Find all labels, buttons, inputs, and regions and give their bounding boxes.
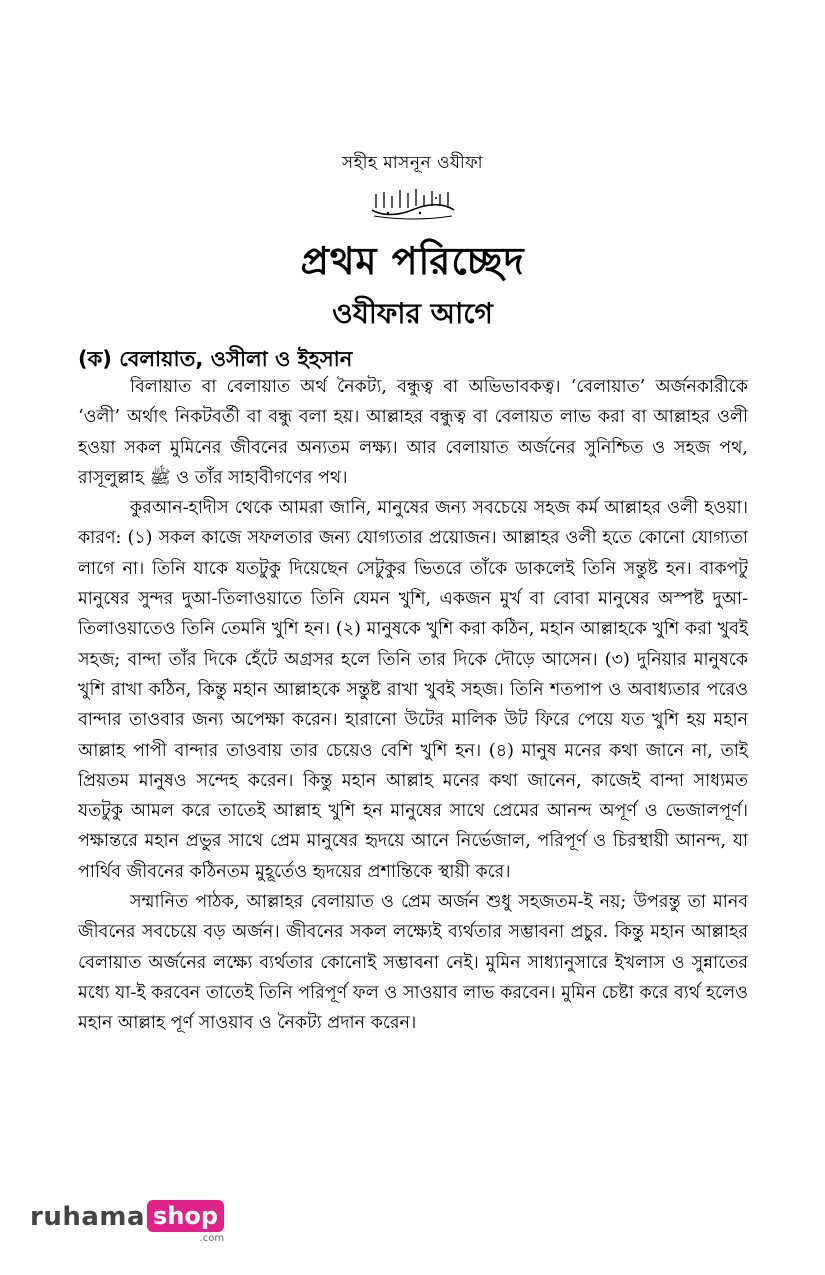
logo-brand-text: ruhama (30, 1202, 146, 1232)
paragraph-1: বিলায়াত বা বেলায়াত অর্থ নৈকট্য, বন্ধুত্ব বা অভিভাবকত্ব। ‘বেলায়াত’ অর্জনকারীকে ‘ওলী’ অর্থাৎ নিকটবর্তী বা বন্ধু বলা হয়। আল্লাহর বন্ধুত্ব বা বেলায়ত লাভ করা বা আল্লাহর ওলী হওয়া সকল মুমিনের জীবনের অন্যতম লক্ষ্য। আর বেলায়াত অর্জনের সুনিশ্চিত ও সহজ পথ, রাসূলুল্লাহ ﷺ ও তাঁর সাহাবীগণের পথ। (78, 377, 748, 488)
ruhama-shop-logo (30, 1200, 224, 1244)
logo-domain-text: .com (199, 1233, 225, 1244)
section-heading: (ক) বেলায়াত, ওসীলা ও ইহসান (78, 347, 353, 371)
paragraph-3: সম্মানিত পাঠক, আল্লাহর বেলায়াত ও প্রেম অর্জন শুধু সহজতম-ই নয়; উপরন্তু তা মানব জীবনের সবচেয়ে বড় অর্জন। জীবনের সকল লক্ষ্যেই ব্যর্থতার সম্ভাবনা প্রচুর. কিন্তু মহান আল্লাহর বেলায়াত অর্জনের লক্ষ্যে ব্যর্থতার কোনোই সম্ভাবনা নেই। মুমিন সাধ্যানুসারে ইখলাস ও সুন্নাতের মধ্যে যা-ই করবেন তাতেই তিনি পরিপূর্ণ ফল ও সাওয়াব লাভ করবেন। মুমিন চেষ্টা করে ব্যর্থ হলেও মহান আল্লাহ পূর্ণ সাওয়াব ও নৈকট্য প্রদান করেন। (78, 892, 748, 1034)
logo-shop-text: shop (147, 1200, 224, 1232)
logo-shop-box (145, 1200, 224, 1244)
bismillah-calligraphy-icon (368, 186, 458, 220)
bismillah-calligraphy (0, 186, 825, 220)
running-header: সহীহ মাসনূন ওযীফা (341, 153, 484, 173)
body-text (78, 372, 748, 1039)
chapter-subtitle: ওযীফার আগে (332, 297, 493, 330)
chapter-title: প্রথম পরিচ্ছেদ (300, 239, 525, 283)
paragraph-2: কুরআন-হাদীস থেকে আমরা জানি, মানুষের জন্য সবচেয়ে সহজ কর্ম আল্লাহর ওলী হওয়া। কারণ: (১) সকল কাজে সফলতার জন্য যোগ্যতার প্রয়োজন। আল্লাহর ওলী হতে কোনো যোগ্যতা লাগে না। তিনি যাকে যতটুকু দিয়েছেন সেটুকুর ভিতরে তাঁকে ডাকলেই তিনি সন্তুষ্ট হন। বাকপটু মানুষের সুন্দর দুআ-তিলাওয়াতে তিনি যেমন খুশি, একজন মুর্খ বা বোবা মানুষের অস্পষ্ট দুআ-তিলাওয়াতেও তিনি তেমনি খুশি হন। (২) মানুষকে খুশি করা কঠিন, মহান আল্লাহকে খুশি করা খুবই সহজ; বান্দা তাঁর দিকে হেঁটে অগ্রসর হলে তিনি তার দিকে দৌড়ে আসেন। (৩) দুনিয়ার মানুষকে খুশি রাখা কঠিন, কিন্তু মহান আল্লাহকে সন্তুষ্ট রাখা খুবই সহজ। তিনি শতপাপ ও অবাধ্যতার পরেও বান্দার তাওবার জন্য অপেক্ষা করেন। হারানো উটের মালিক উট ফিরে পেয়ে যত খুশি হয় মহান আল্লাহ পাপী বান্দার তাওবায় তার চেয়েও বেশি খুশি হন। (৪) মানুষ মনের কথা জানে না, তাই প্রিয়তম মানুষও সন্দেহ করেন। কিন্তু মহান আল্লাহ মনের কথা জানেন, কাজেই বান্দা সাধ্যমত যতটুকু আমল করে তাতেই আল্লাহ খুশি হন মানুষের সাথে প্রেমের আনন্দ অপূর্ণ ও ভেজালপূর্ণ। পক্ষান্তরে মহান প্রভুর সাথে প্রেম মানুষের হৃদয়ে আনে নির্ভেজাল, পরিপূর্ণ ও চিরস্থায়ী আনন্দ, যা পার্থিব জীবনের কঠিনতম মুহূর্তেও হৃদয়ের প্রশান্তিকে স্থায়ী করে। (78, 498, 748, 882)
